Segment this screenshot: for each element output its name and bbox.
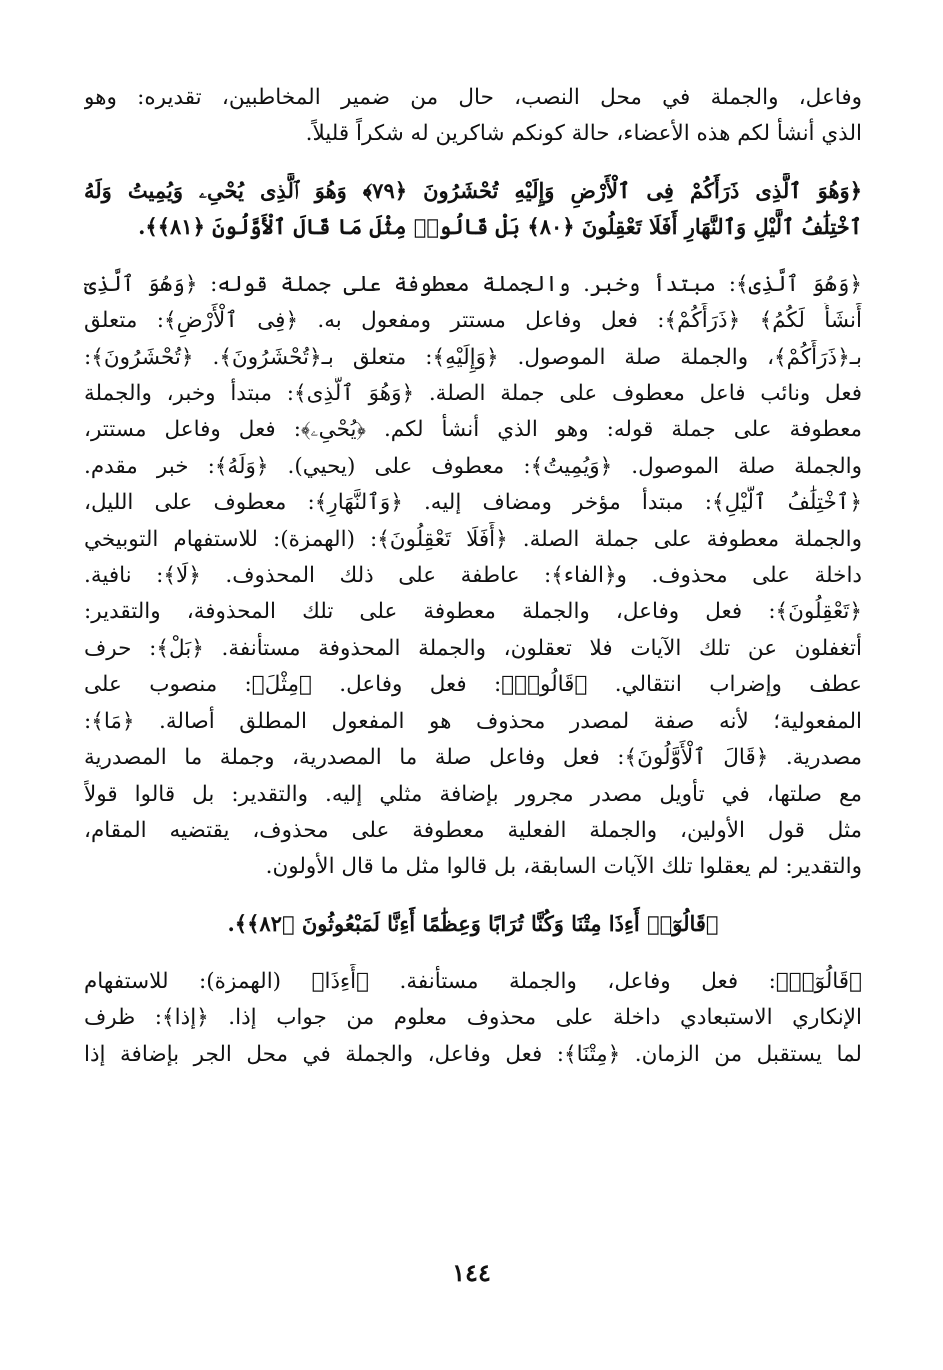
text-line: مصدرية. ﴿قَالَ ٱلْأَوَّلُونَ﴾: فعل وفاعل صلة ما المصدرية، وجملة ما المصدرية	[84, 745, 862, 771]
verse-line: ٱخْتِلَٰفُ ٱلَّيْلِ وَٱلنَّهَارِ أَفَلَا تَعْقِلُونَ ﴿٨٠﴾ بَلْ قَالُوا۟ مِثْلَ مَا قَالَ ٱلْأَوَّلُونَ ﴿٨١﴾﴾.	[138, 213, 862, 239]
text-line: ﴿تَعْقِلُونَ﴾: فعل وفاعل، والجملة معطوفة على تلك المحذوفة، والتقدير:	[84, 599, 862, 625]
text-line: معطوفة على جملة قوله: وهو الذي أنشأ لكم. ﴿يُحْىِۦ﴾: فعل وفاعل مستتر،	[84, 417, 862, 443]
verse-line: ﴿وَهُوَ ٱلَّذِى ذَرَأَكُمْ فِى ٱلْأَرْضِ وَإِلَيْهِ تُحْشَرُونَ ﴿٧٩﴾ وَهُوَ ٱلَّذِى يُحْىِۦ وَيُمِيتُ وَلَهُ	[84, 177, 862, 203]
text-line: وفاعل، والجملة في محل النصب، حال من ضمير المخاطبين، تقديره: وهو	[84, 85, 862, 110]
text-line: داخلة على محذوف. و﴿الفاء﴾: عاطفة على ذلك المحذوف. ﴿لَا﴾: نافية.	[84, 563, 862, 589]
text-line: والتقدير: لم يعقلوا تلك الآيات السابقة، بل قالوا مثل ما قال الأولون.	[265, 854, 862, 880]
text-line: الذي أنشأ لكم هذه الأعضاء، حالة كونكم شاكرين له شكراً قليلاً.	[305, 121, 862, 147]
grammar-analysis-paragraph	[84, 267, 862, 886]
text-line: أتغفلون عن تلك الآيات فلا تعقلون، والجملة المحذوفة مستأنفة. ﴿بَلْ﴾: حرف	[84, 635, 862, 661]
text-line: لما يستقبل من الزمان. ﴿مِتْنَا﴾: فعل وفاعل، والجملة في محل الجر بإضافة إذا	[84, 1041, 862, 1067]
quran-verse-79-81	[84, 173, 862, 245]
quran-verse-82	[84, 906, 862, 942]
page-number: ١٤٤	[452, 1258, 491, 1287]
page-body	[84, 80, 862, 1073]
text-line: والجملة صلة الموصول. ﴿وَيُمِيتُ﴾: معطوف على (يحيي). ﴿وَلَهُ﴾: خبر مقدم.	[84, 453, 862, 479]
grammar-analysis-paragraph-2	[84, 964, 862, 1073]
text-line: والجملة معطوفة على جملة الصلة. ﴿أَفَلَا تَعْقِلُونَ﴾: (الهمزة): للاستفهام التوبيخي	[84, 526, 862, 552]
intro-paragraph	[84, 80, 862, 153]
text-line: ﴿ٱخْتِلَٰفُ ٱلَّيْلِ﴾: مبتدأ مؤخر ومضاف إليه. ﴿وَٱلنَّهَارِ﴾: معطوف على الليل،	[84, 490, 862, 516]
text-line: فعل ونائب فاعل معطوف على جملة الصلة. ﴿وَهُوَ ٱلَّذِى﴾: مبتدأ وخبر، والجملة	[84, 381, 862, 407]
text-line: مثل قول الأولين، والجملة الفعلية معطوفة على محذوف، يقتضيه المقام،	[84, 817, 862, 843]
text-line: مع صلتها، في تأويل مصدر مجرور بإضافة مثلي إليه. والتقدير: بل قالوا قولاً	[84, 781, 862, 807]
text-line: ﴿قَالُوٓا۟﴾: فعل وفاعل، والجملة مستأنفة. ﴿أَءِذَا﴾ (الهمزة): للاستفهام	[84, 968, 862, 994]
text-line: الإنكاري الاستبعادي داخلة على محذوف معلوم من جواب إذا. ﴿إذا﴾: ظرف	[84, 1005, 862, 1031]
text-line: ﴿وَهُوَ ٱلَّذِى﴾: مبتدأ وخبر. والجملة معطوفة على جملة قوله: ﴿وَهُوَ ٱلَّذِىٓ	[84, 271, 862, 297]
text-line: المفعولية؛ لأنه صفة لمصدر محذوف هو المفعول المطلق أصالة. ﴿مَا﴾:	[84, 708, 862, 734]
text-line: أَنشَأَ لَكُمُ﴾ ﴿ذَرَأَكُمْ﴾: فعل وفاعل مستتر ومفعول به. ﴿فِى ٱلْأَرْضِ﴾: متعلق	[84, 308, 862, 334]
text-line: بـ﴿ذَرَأَكُمْ﴾، والجملة صلة الموصول. ﴿وَإِلَيْهِ﴾: متعلق بـ﴿تُحْشَرُونَ﴾. ﴿تُحْشَرُونَ﴾:	[84, 344, 862, 370]
verse-line: ﴿قَالُوٓا۟ أَءِذَا مِتْنَا وَكُنَّا تُرَابًا وَعِظَٰمًا أَءِنَّا لَمَبْعُوثُونَ ﴿٨٢﴾﴾.	[227, 910, 719, 936]
text-line: عطف وإضراب انتقالي. ﴿قَالُوا۟﴾: فعل وفاعل. ﴿مِثْلَ﴾: منصوب على	[84, 672, 862, 698]
